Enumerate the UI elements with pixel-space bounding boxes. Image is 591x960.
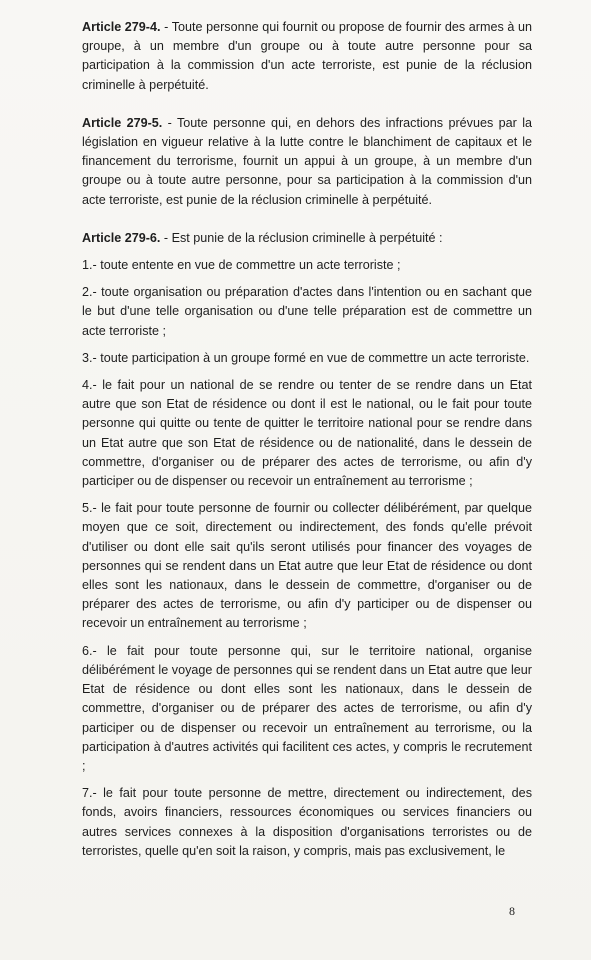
page-content xyxy=(82,18,532,869)
list-item: 4.- le fait pour un national de se rendre ou tenter de se rendre dans un Etat autre que son Etat de résidence ou dont il est le national, ou le fait pour toute personne qui quitte ou tente de quitter le territoire national pour se rendre dans un Etat autre que son Etat de résidence ou de nationalité, dans le dessein de commettre, d'organiser ou de préparer des actes de terrorisme, ou afin d'y participer ou de dispenser ou recevoir un entraînement au terrorisme ; xyxy=(82,378,532,489)
article-heading: Article 279-4. xyxy=(82,20,161,34)
list-item: 3.- toute participation à un groupe formé en vue de commettre un acte terroriste. xyxy=(82,350,530,365)
article-heading: Article 279-6. xyxy=(82,230,161,245)
list-item: 6.- le fait pour toute personne qui, sur le territoire national, organise délibérément le voyage de personnes qui se rendent dans un Etat autre que leur Etat de résidence ou dont elles sont les nationaux, dans le dessein de commettre, d'organiser ou de préparer des actes de terrorisme, ou afin d'y participer ou de dispenser ou recevoir un entraînement au terrorisme, ou la participation à d'autres activités qui facilitent ces actes, y compris le recrutement ; xyxy=(82,643,532,773)
list-item: 2.- toute organisation ou préparation d'actes dans l'intention ou en sachant que le but d'une telle organisation ou d'une telle préparation est de commettre un acte terroriste ; xyxy=(82,285,532,338)
article-279-4 xyxy=(82,18,532,95)
list-item: 7.- le fait pour toute personne de mettre, directement ou indirectement, des fonds, avoirs financiers, ressources économiques ou services financiers ou autres services connexes à la disposition d'organisations terroristes ou de terroristes, quelle qu'en soit la raison, y compris, mais pas exclusivement, le xyxy=(82,786,532,858)
article-279-5 xyxy=(82,114,532,210)
article-heading: Article 279-5. xyxy=(82,115,163,130)
article-text: - Toute personne qui, en dehors des infractions prévues par la législation en vigueur relative à la lutte contre le blanchiment de capitaux et le financement du terrorisme, fournit un appui à un groupe, à un membre d'un groupe ou à toute autre personne, pour sa participation à la commission d'un acte terroriste, est punie de la réclusion criminelle à perpétuité. xyxy=(82,115,532,207)
list-item: 1.- toute entente en vue de commettre un acte terroriste ; xyxy=(82,258,401,273)
article-279-6 xyxy=(82,229,532,248)
article-text: - Toute personne qui fournit ou propose de fournir des armes à un groupe, à un membre d'un groupe ou à toute autre personne pour sa participation à la commission d'un acte terroriste, est punie de la réclusion criminelle à perpétuité. xyxy=(82,20,532,92)
list-item: 5.- le fait pour toute personne de fournir ou collecter délibérément, par quelque moyen que ce soit, directement ou indirectement, des fonds qu'elle prévoit d'utiliser ou dont elle sait qu'ils seront utilisés pour financer des voyages de personnes qui se rendent dans un Etat autre que leur Etat de résidence ou dont elles sont les nationaux, dans le dessein de commettre, d'organiser ou de préparer des actes de terrorisme, ou afin d'y participer ou de dispenser ou recevoir un entraînement au terrorisme ; xyxy=(82,501,532,631)
page-number: 8 xyxy=(509,904,515,918)
article-text: - Est punie de la réclusion criminelle à perpétuité : xyxy=(160,230,443,245)
